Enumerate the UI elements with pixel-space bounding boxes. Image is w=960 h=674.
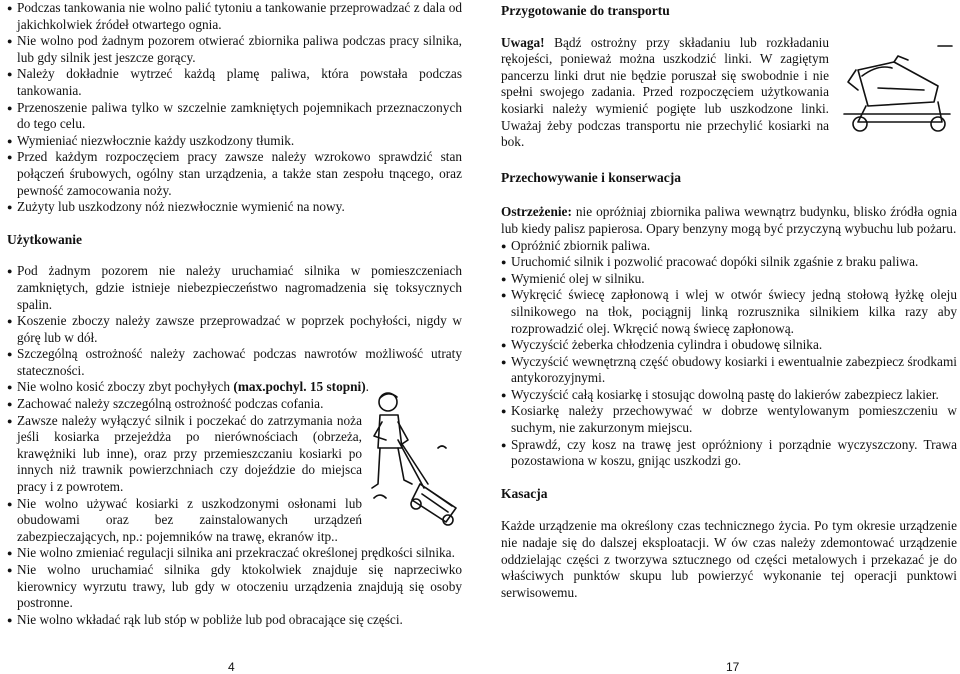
list-item: ● Wymieniać niezwłocznie każdy uszkodzony tłumik. xyxy=(7,132,295,148)
page-number-left: 4 xyxy=(228,660,235,674)
bullet-icon: ● xyxy=(7,102,13,113)
bullet-icon: ● xyxy=(7,415,13,426)
list-item: ● Zachować należy szczególną ostrożność podczas cofania. xyxy=(7,396,324,412)
list-item: ● Wyczyścić żeberka chłodzenia cylindra i obudowę silnika. xyxy=(501,337,823,353)
transport-heading: Przygotowanie do transportu xyxy=(501,3,670,18)
list-item: ● Wymienić olej w silniku. xyxy=(501,270,645,286)
list-item: ● Nie wolno kosić zboczy zbyt pochyłych (max.pochyl. 15 stopni). xyxy=(7,379,369,395)
bullet-icon: ● xyxy=(501,240,507,251)
list-item: ● Przed każdym rozpoczęciem pracy zawsze należy wzrokowo sprawdzić stan połączeń śrubowych, ogólny stan urządzenia, a także stan zespołu tnącego, oraz pewność zamocowania noży. xyxy=(7,149,462,198)
bullet-icon: ● xyxy=(7,349,13,360)
page-number-right: 17 xyxy=(726,660,740,674)
bullet-icon: ● xyxy=(7,399,13,410)
bullet-icon: ● xyxy=(501,389,507,400)
storage-heading: Przechowywanie i konserwacja xyxy=(501,169,681,185)
safety-list xyxy=(7,0,462,216)
list-item: ● Wyczyścić całą kosiarkę i stosując dowolną pastę do lakierów zabezpiecz lakier. xyxy=(501,386,939,402)
list-item: ● Przenoszenie paliwa tylko w szczelnie zamkniętych pojemnikach przeznaczonych do tego celu. xyxy=(7,99,462,132)
bullet-icon: ● xyxy=(501,257,507,268)
bullet-icon: ● xyxy=(501,406,507,417)
list-item: ● Nie wolno wkładać rąk lub stóp w pobliże lub pod obracające się części. xyxy=(7,611,403,627)
list-item: ● Pod żadnym pozorem nie należy uruchamiać silnika w pomieszczeniach zamkniętych, gdzie istnieje niebezpieczeństwo nagromadzenia się toksycznych spalin. xyxy=(7,263,462,312)
bullet-icon: ● xyxy=(501,340,507,351)
bullet-icon: ● xyxy=(7,565,13,575)
bullet-icon: ● xyxy=(7,135,13,146)
person-mowing-illustration xyxy=(368,388,464,526)
list-item: ● Należy dokładnie wytrzeć każdą plamę paliwa, która powstała podczas tankowania. xyxy=(7,66,462,98)
list-item: ● Sprawdź, czy kosz na trawę jest opróżniony i porządnie wyczyszczony. Trawa pozostawiona w koszu, gnijąc uszkodzi go. xyxy=(501,436,957,469)
bullet-icon: ● xyxy=(501,439,507,450)
max-slope: (max.pochyl. 15 stopni) xyxy=(233,379,366,395)
bullet-icon: ● xyxy=(7,382,13,393)
bullet-icon: ● xyxy=(7,266,13,277)
list-item: ● Nie wolno zmieniać regulacji silnika ani przekraczać określonej prędkości silnika. xyxy=(7,545,455,561)
list-item: ● Opróżnić zbiornik paliwa. xyxy=(501,237,651,253)
storage-warning: Ostrzeżenie: nie opróżniaj zbiornika paliwa wewnątrz budynku, blisko źródła ognia lub kiedy palisz papierosa. Opary benzyny mogą być przyczyną wybuchu lub pożaru. xyxy=(501,204,957,236)
bullet-icon: ● xyxy=(7,498,13,509)
list-item: ● Uruchomić silnik i pozwolić pracować dopóki silnik zgaśnie z braku paliwa. xyxy=(501,254,919,270)
bullet-icon: ● xyxy=(7,548,13,559)
list-item: ● Nie wolno uruchamiać silnika gdy ktokolwiek znajduje się naprzeciwko kierownicy wyrzutu trawy, lub gdy w otoczeniu urządzenia znajdują się osoby postronne. xyxy=(7,562,462,611)
bullet-icon: ● xyxy=(7,3,13,13)
storage-list xyxy=(501,238,957,470)
list-item: ● Zużyty lub uszkodzony nóż niezwłocznie wymienić na nowy. xyxy=(7,199,345,215)
list-item: ● Szczególną ostrożność należy zachować podczas nawrotów możliwość utraty stateczności. xyxy=(7,346,462,378)
left-page xyxy=(7,0,462,628)
bullet-icon: ● xyxy=(7,69,13,80)
list-item: ● Podczas tankowania nie wolno palić tytoniu a tankowanie przeprowadzać z dala od jakichkolwiek źródeł otwartego ognia. xyxy=(7,0,462,32)
bullet-icon: ● xyxy=(7,202,13,213)
disposal-paragraph: Każde urządzenie ma określony czas technicznego życia. Po tym okresie urządzenie nie nadaje się do dalszej eksploatacji. W ów czas należy zdemontować urządzenie oddzielając części z tworzywa sztucznego od części metalowych i przekazać je do właściwych punktów skupu lub powierzyć wykonanie tej operacji punktowi serwisowemu. xyxy=(501,518,957,600)
bullet-icon: ● xyxy=(7,36,13,47)
list-item: ● Kosiarkę należy przechowywać w dobrze wentylowanym pomieszczeniu w suchym, nie zakurzonym miejscu. xyxy=(501,403,957,436)
list-item: ● Wykręcić świecę zapłonową i wlej w otwór świecy jedną stołową łyżkę oleju silnikowego na tłok, pociągnij linką rozrusznika silnikiem kilka razy aby rozprowadzić olej. Wkręcić nową świecę zapłonową. xyxy=(501,287,957,336)
bullet-icon: ● xyxy=(7,152,13,163)
list-item: ● Nie wolno pod żadnym pozorem otwierać zbiornika paliwa podczas pracy silnika, lub gdy silnik jest jeszcze gorący. xyxy=(7,33,462,65)
bullet-icon: ● xyxy=(501,273,507,284)
list-item: ● Wyczyścić wewnętrzną część obudowy kosiarki i ewentualnie zabezpiecz środkami antykorozyjnymi. xyxy=(501,353,957,386)
bullet-icon: ● xyxy=(7,614,13,625)
list-item: ● Koszenie zboczy należy zawsze przeprowadzać w poprzek pochyłości, nigdy w górę lub w dół. xyxy=(7,313,462,345)
list-item: ● Zawsze należy wyłączyć silnik i poczekać do zatrzymania noża jeśli kosiarka przejeżdża po nierównościach (obrzeża, krawężniki lub inne), oraz przy przemieszczaniu kosiarki po innych niż trawnik powierzchniach czy dojeździe do miejsca pracy i z powrotem. xyxy=(7,412,362,495)
disposal-heading: Kasacja xyxy=(501,485,548,501)
transport-paragraph: Uwaga! Bądź ostrożny przy składaniu lub rozkładaniu rękojeści, ponieważ można uszkodzić linki. W zagiętym pancerzu linki drut nie będzie poruszał się swobodnie i nie spełni swojego zadania. Przed rozpoczęciem użytkowania kosiarki należy wymienić pogięte lub uszkodzone linki. Uważaj żeby podczas transportu nie przechylić kosiarki na bok. xyxy=(501,34,829,150)
list-item: ● Nie wolno używać kosiarki z uszkodzonymi osłonami lub obudowami oraz bez zainstalowanych urządzeń zabezpieczających, np.: pojemników na trawę, ekranów itp.. xyxy=(7,495,362,544)
bullet-icon: ● xyxy=(501,290,507,301)
bullet-icon: ● xyxy=(7,316,13,327)
folded-mower-illustration xyxy=(838,42,956,138)
bullet-icon: ● xyxy=(501,356,507,367)
usage-heading: Użytkowanie xyxy=(7,231,82,247)
